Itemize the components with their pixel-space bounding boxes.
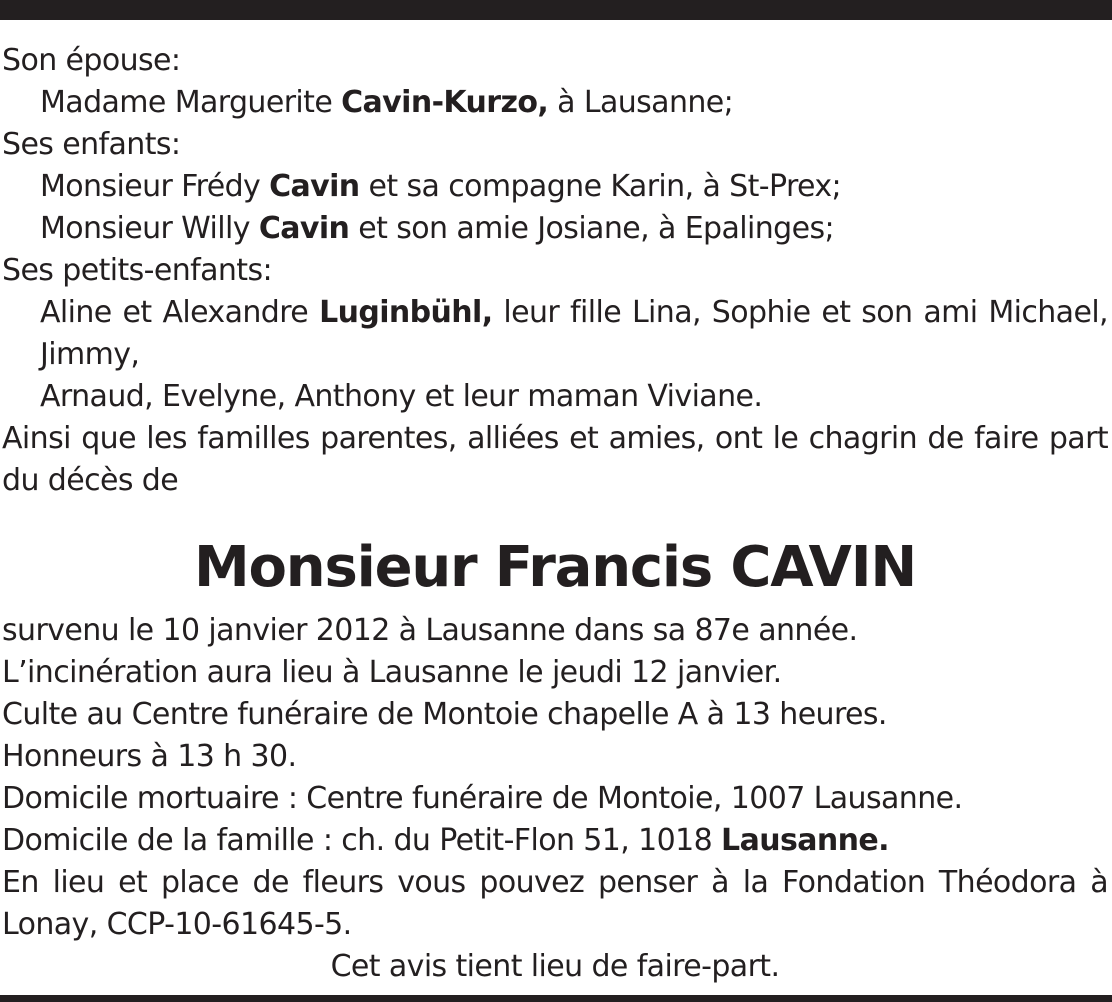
- spouse-line: [2, 82, 1108, 124]
- service-details: Culte au Centre funéraire de Montoie chapelle A à 13 heures.: [2, 697, 887, 732]
- grandchildren-label: Ses petits-enfants:: [2, 253, 273, 288]
- cremation-details: L’incinération aura lieu à Lausanne le jeudi 12 janvier.: [2, 655, 782, 690]
- child-name: Cavin: [269, 169, 360, 204]
- honours-details: Honneurs à 13 h 30.: [2, 739, 297, 774]
- deceased-name: Monsieur Francis CAVIN: [194, 535, 916, 600]
- child-suffix: et son amie Josiane, à Epalinges;: [349, 211, 835, 246]
- mortuary-address: Domicile mortuaire : Centre funéraire de Montoie, 1007 Lausanne.: [2, 781, 963, 816]
- top-border-rule: [0, 0, 1112, 20]
- obituary-notice: [2, 40, 1108, 988]
- announcement-text: Ainsi que les familles parentes, alliées et amies, ont le chagrin de faire part du décès de: [2, 421, 1108, 498]
- spouse-suffix: à Lausanne;: [548, 85, 734, 120]
- grandchild-line: Arnaud, Evelyne, Anthony et leur maman Viviane.: [40, 379, 763, 414]
- grandchild-suffix: leur fille Lina, Sophie et son ami Michael, Jimmy,: [40, 295, 1108, 372]
- child-prefix: Monsieur Frédy: [40, 169, 270, 204]
- child-line: [2, 208, 1108, 250]
- spouse-name: Cavin-Kurzo,: [341, 85, 549, 120]
- child-line: [2, 166, 1108, 208]
- grandchild-prefix: Aline et Alexandre: [40, 295, 320, 330]
- child-prefix: Monsieur Willy: [40, 211, 259, 246]
- family-address-city: Lausanne.: [721, 823, 889, 858]
- family-address: [2, 820, 1108, 862]
- child-name: Cavin: [258, 211, 350, 246]
- closing-note: Cet avis tient lieu de faire-part.: [330, 949, 780, 984]
- children-label: Ses enfants:: [2, 127, 181, 162]
- death-details: survenu le 10 janvier 2012 à Lausanne dans sa 87e année.: [2, 613, 858, 648]
- child-suffix: et sa compagne Karin, à St-Prex;: [359, 169, 842, 204]
- spouse-prefix: Madame Marguerite: [40, 85, 342, 120]
- family-address-prefix: Domicile de la famille : ch. du Petit-Flon 51, 1018: [2, 823, 722, 858]
- grandchild-name: Luginbühl,: [319, 295, 493, 330]
- grandchild-line: [2, 292, 1108, 376]
- bottom-border-rule: [0, 995, 1112, 1002]
- donation-text: En lieu et place de fleurs vous pouvez penser à la Fondation Théodora à Lonay, CCP-10-61645-5.: [2, 865, 1108, 942]
- spouse-label: Son épouse:: [2, 43, 181, 78]
